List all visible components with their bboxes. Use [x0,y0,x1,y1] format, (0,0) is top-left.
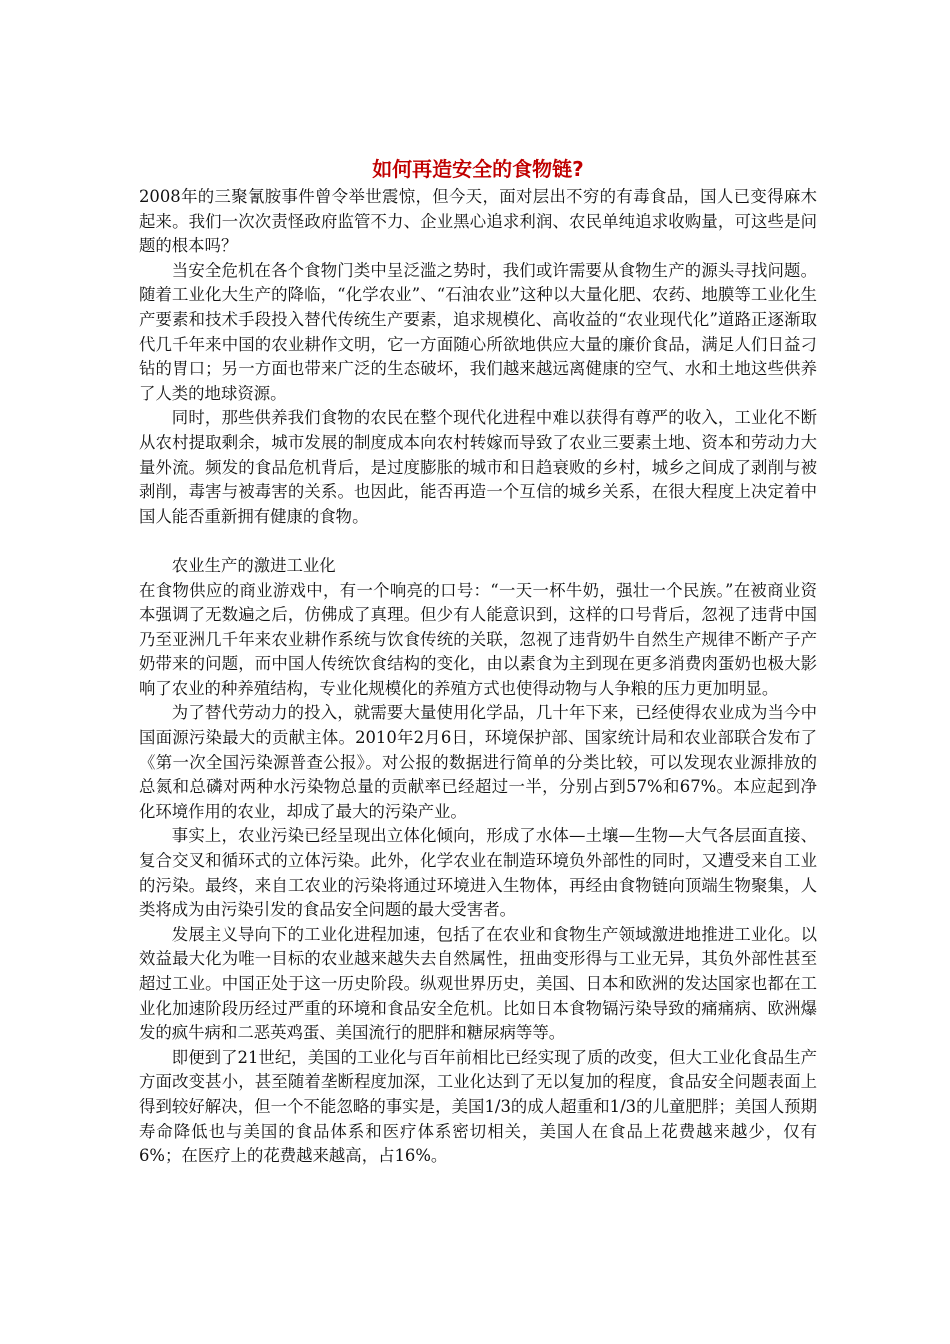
section-heading: 农业生产的激进工业化 [171,555,336,575]
document-page [139,156,817,1169]
body-paragraph-7: 即便到了21世纪，美国的工业化与百年前相比已经实现了质的改变，但大工业化食品生产方面改变甚小，甚至随着垄断程度加深，工业化达到了无以复加的程度，食品安全问题表面上得到较好解决，但一个不能忽略的事实是，美国1/3的成人超重和1/3的儿童肥胖；美国人预期寿命降低也与美国的食品体系和医疗体系密切相关，美国人在食品上花费越来越少，仅有6%；在医疗上的花费越来越高，占16%。 [139,1047,817,1166]
section-spacer [139,529,817,554]
document-title: 如何再造安全的食物链? [372,157,584,181]
intro-paragraph: 2008年的三聚氰胺事件曾令举世震惊，但今天，面对层出不穷的有毒食品，国人已变得麻木起来。我们一次次责怪政府监管不力、企业黑心追求利润、农民单纯追求收购量，可这些是问题的根本吗？ [139,187,817,256]
body-paragraph-2: 同时，那些供养我们食物的农民在整个现代化进程中难以获得有尊严的收入，工业化不断从农村提取剩余，城市发展的制度成本向农村转嫁而导致了农业三要素土地、资本和劳动力大量外流。频发的食品危机背后，是过度膨胀的城市和日趋衰败的乡村，城乡之间成了剥削与被剥削，毒害与被毒害的关系。也因此，能否再造一个互信的城乡关系，在很大程度上决定着中国人能否重新拥有健康的食物。 [139,408,817,526]
body-paragraph-6: 发展主义导向下的工业化进程加速，包括了在农业和食物生产领域激进地推进工业化。以效益最大化为唯一目标的农业越来越失去自然属性，扭曲变形得与工业无异，其负外部性甚至超过工业。中国正处于这一历史阶段。纵观世界历史，美国、日本和欧洲的发达国家也都在工业化加速阶段历经过严重的环境和食品安全危机。比如日本食物镉污染导致的痛痛病、欧洲爆发的疯牛病和二恶英鸡蛋、美国流行的肥胖和糖尿病等等。 [139,924,817,1043]
body-paragraph-3: 在食物供应的商业游戏中，有一个响亮的口号：“一天一杯牛奶，强壮一个民族。”在被商业资本强调了无数遍之后，仿佛成了真理。但少有人能意识到，这样的口号背后，忽视了违背中国乃至亚洲几千年来农业耕作系统与饮食传统的关联，忽视了违背奶牛自然生产规律不断产子产奶带来的问题，而中国人传统饮食结构的变化，由以素食为主到现在更多消费肉蛋奶也极大影响了农业的种养殖结构，专业化规模化的养殖方式也使得动物与人争粮的压力更加明显。 [139,580,817,698]
body-paragraph-1: 当安全危机在各个食物门类中呈泛滥之势时，我们或许需要从食物生产的源头寻找问题。随着工业化大生产的降临，“化学农业”、“石油农业”这种以大量化肥、农药、地膜等工业化生产要素和技术手段投入替代传统生产要素，追求规模化、高收益的“农业现代化”道路正逐渐取代几千年来中国的农业耕作文明，它一方面随心所欲地供应大量的廉价食品，满足人们日益刁钻的胃口；另一方面也带来广泛的生态破坏，我们越来越远离健康的空气、水和土地这些供养了人类的地球资源。 [139,260,817,403]
body-paragraph-4: 为了替代劳动力的投入，就需要大量使用化学品，几十年下来，已经使得农业成为当今中国面源污染最大的贡献主体。2010年2月6日，环境保护部、国家统计局和农业部联合发布了《第一次全国污染源普查公报》。对公报的数据进行简单的分类比较，可以发现农业源排放的总氮和总磷对两种水污染物总量的贡献率已经超过一半，分别占到57%和67%。本应起到净化环境作用的农业，却成了最大的污染产业。 [139,703,817,821]
body-paragraph-5: 事实上，农业污染已经呈现出立体化倾向，形成了水体—土壤—生物—大气各层面直接、复合交叉和循环式的立体污染。此外，化学农业在制造环境负外部性的同时，又遭受来自工业的污染。最终，来自工农业的污染将通过环境进入生物体，再经由食物链向顶端生物聚集，人类将成为由污染引发的食品安全问题的最大受害者。 [139,826,817,920]
